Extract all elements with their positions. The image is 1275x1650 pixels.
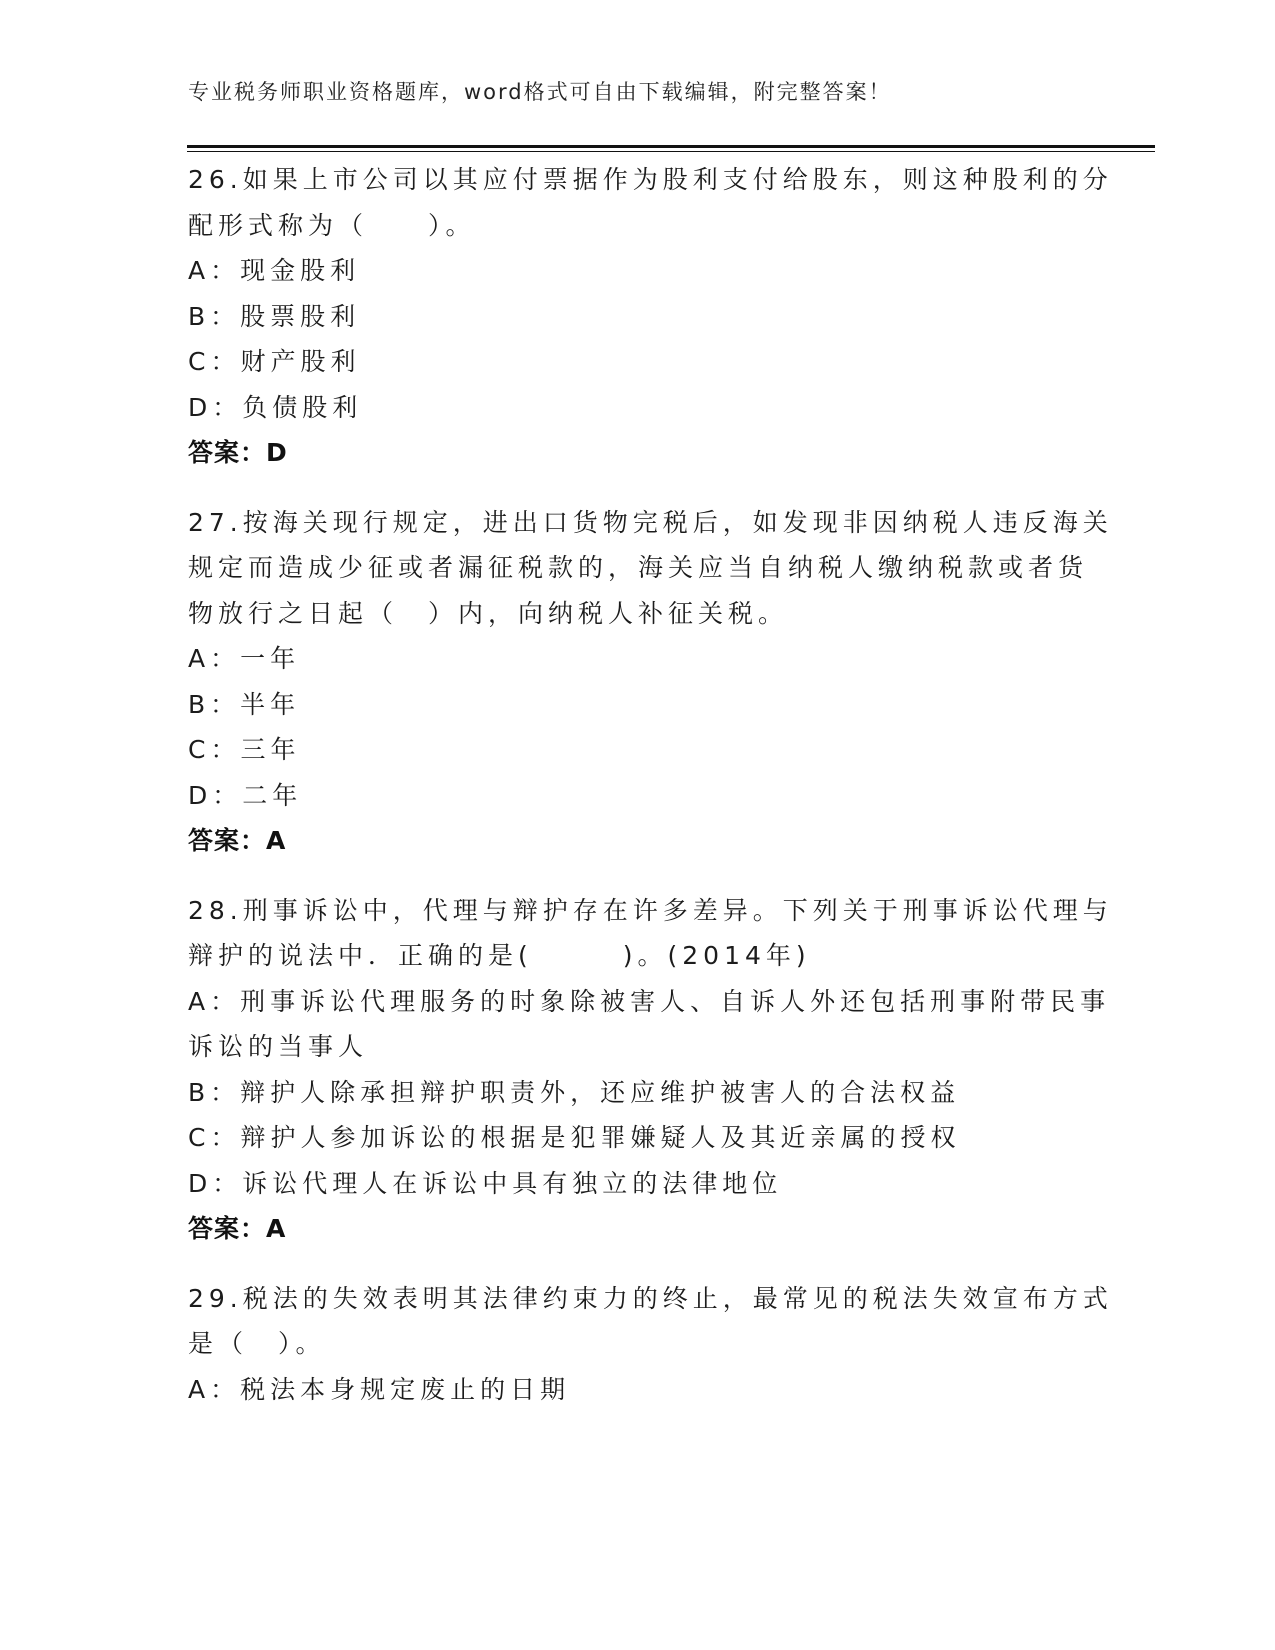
question-text: 是（ ）。 (188, 1329, 326, 1358)
question-text: 规定而造成少征或者漏征税款的，海关应当自纳税人缴纳税款或者货 (188, 553, 1089, 582)
question-text: 28.刑事诉讼中，代理与辩护存在许多差异。下列关于刑事诉讼代理与 (188, 895, 1113, 925)
header-rule-thin (187, 151, 1155, 152)
question-28 (188, 888, 1113, 1252)
answer: 答案：A (188, 1214, 287, 1243)
option-d: D：诉讼代理人在诉讼中具有独立的法律地位 (188, 1168, 783, 1198)
option-b: B：股票股利 (188, 301, 361, 331)
option-a: A：现金股利 (188, 256, 361, 285)
question-text: 物放行之日起（ ）内，向纳税人补征关税。 (188, 598, 789, 628)
option-a: A：刑事诉讼代理服务的时象除被害人、自诉人外还包括刑事附带民事 (188, 986, 1111, 1016)
option-a: A：一年 (188, 644, 301, 673)
option-b: B：半年 (188, 689, 301, 719)
question-27 (188, 500, 1113, 864)
question-text: 27.按海关现行规定，进出口货物完税后，如发现非因纳税人违反海关 (188, 507, 1113, 537)
question-29 (188, 1276, 1113, 1413)
question-text: 配形式称为（ ）。 (188, 210, 476, 240)
option-a: A：税法本身规定废止的日期 (188, 1374, 571, 1404)
page-header: 专业税务师职业资格题库，word格式可自由下载编辑，附完整答案！ (188, 80, 892, 104)
option-b: B：辩护人除承担辩护职责外，还应维护被害人的合法权益 (188, 1077, 961, 1107)
option-c: C：三年 (188, 735, 301, 764)
header-rule-thick (187, 145, 1155, 148)
option-a-continued: 诉讼的当事人 (188, 1032, 369, 1061)
question-text: 辩护的说法中．正确的是( )。(2014年) (188, 941, 811, 970)
option-c: C：财产股利 (188, 347, 361, 376)
answer: 答案：A (188, 826, 287, 855)
answer: 答案：D (188, 438, 288, 467)
question-26 (188, 157, 1113, 476)
option-d: D：负债股利 (188, 392, 363, 422)
option-d: D：二年 (188, 780, 303, 810)
question-list (188, 157, 1113, 1436)
question-text: 29.税法的失效表明其法律约束力的终止，最常见的税法失效宣布方式 (188, 1283, 1113, 1313)
question-text: 26.如果上市公司以其应付票据作为股利支付给股东，则这种股利的分 (188, 165, 1113, 194)
option-c: C：辩护人参加诉讼的根据是犯罪嫌疑人及其近亲属的授权 (188, 1123, 961, 1152)
